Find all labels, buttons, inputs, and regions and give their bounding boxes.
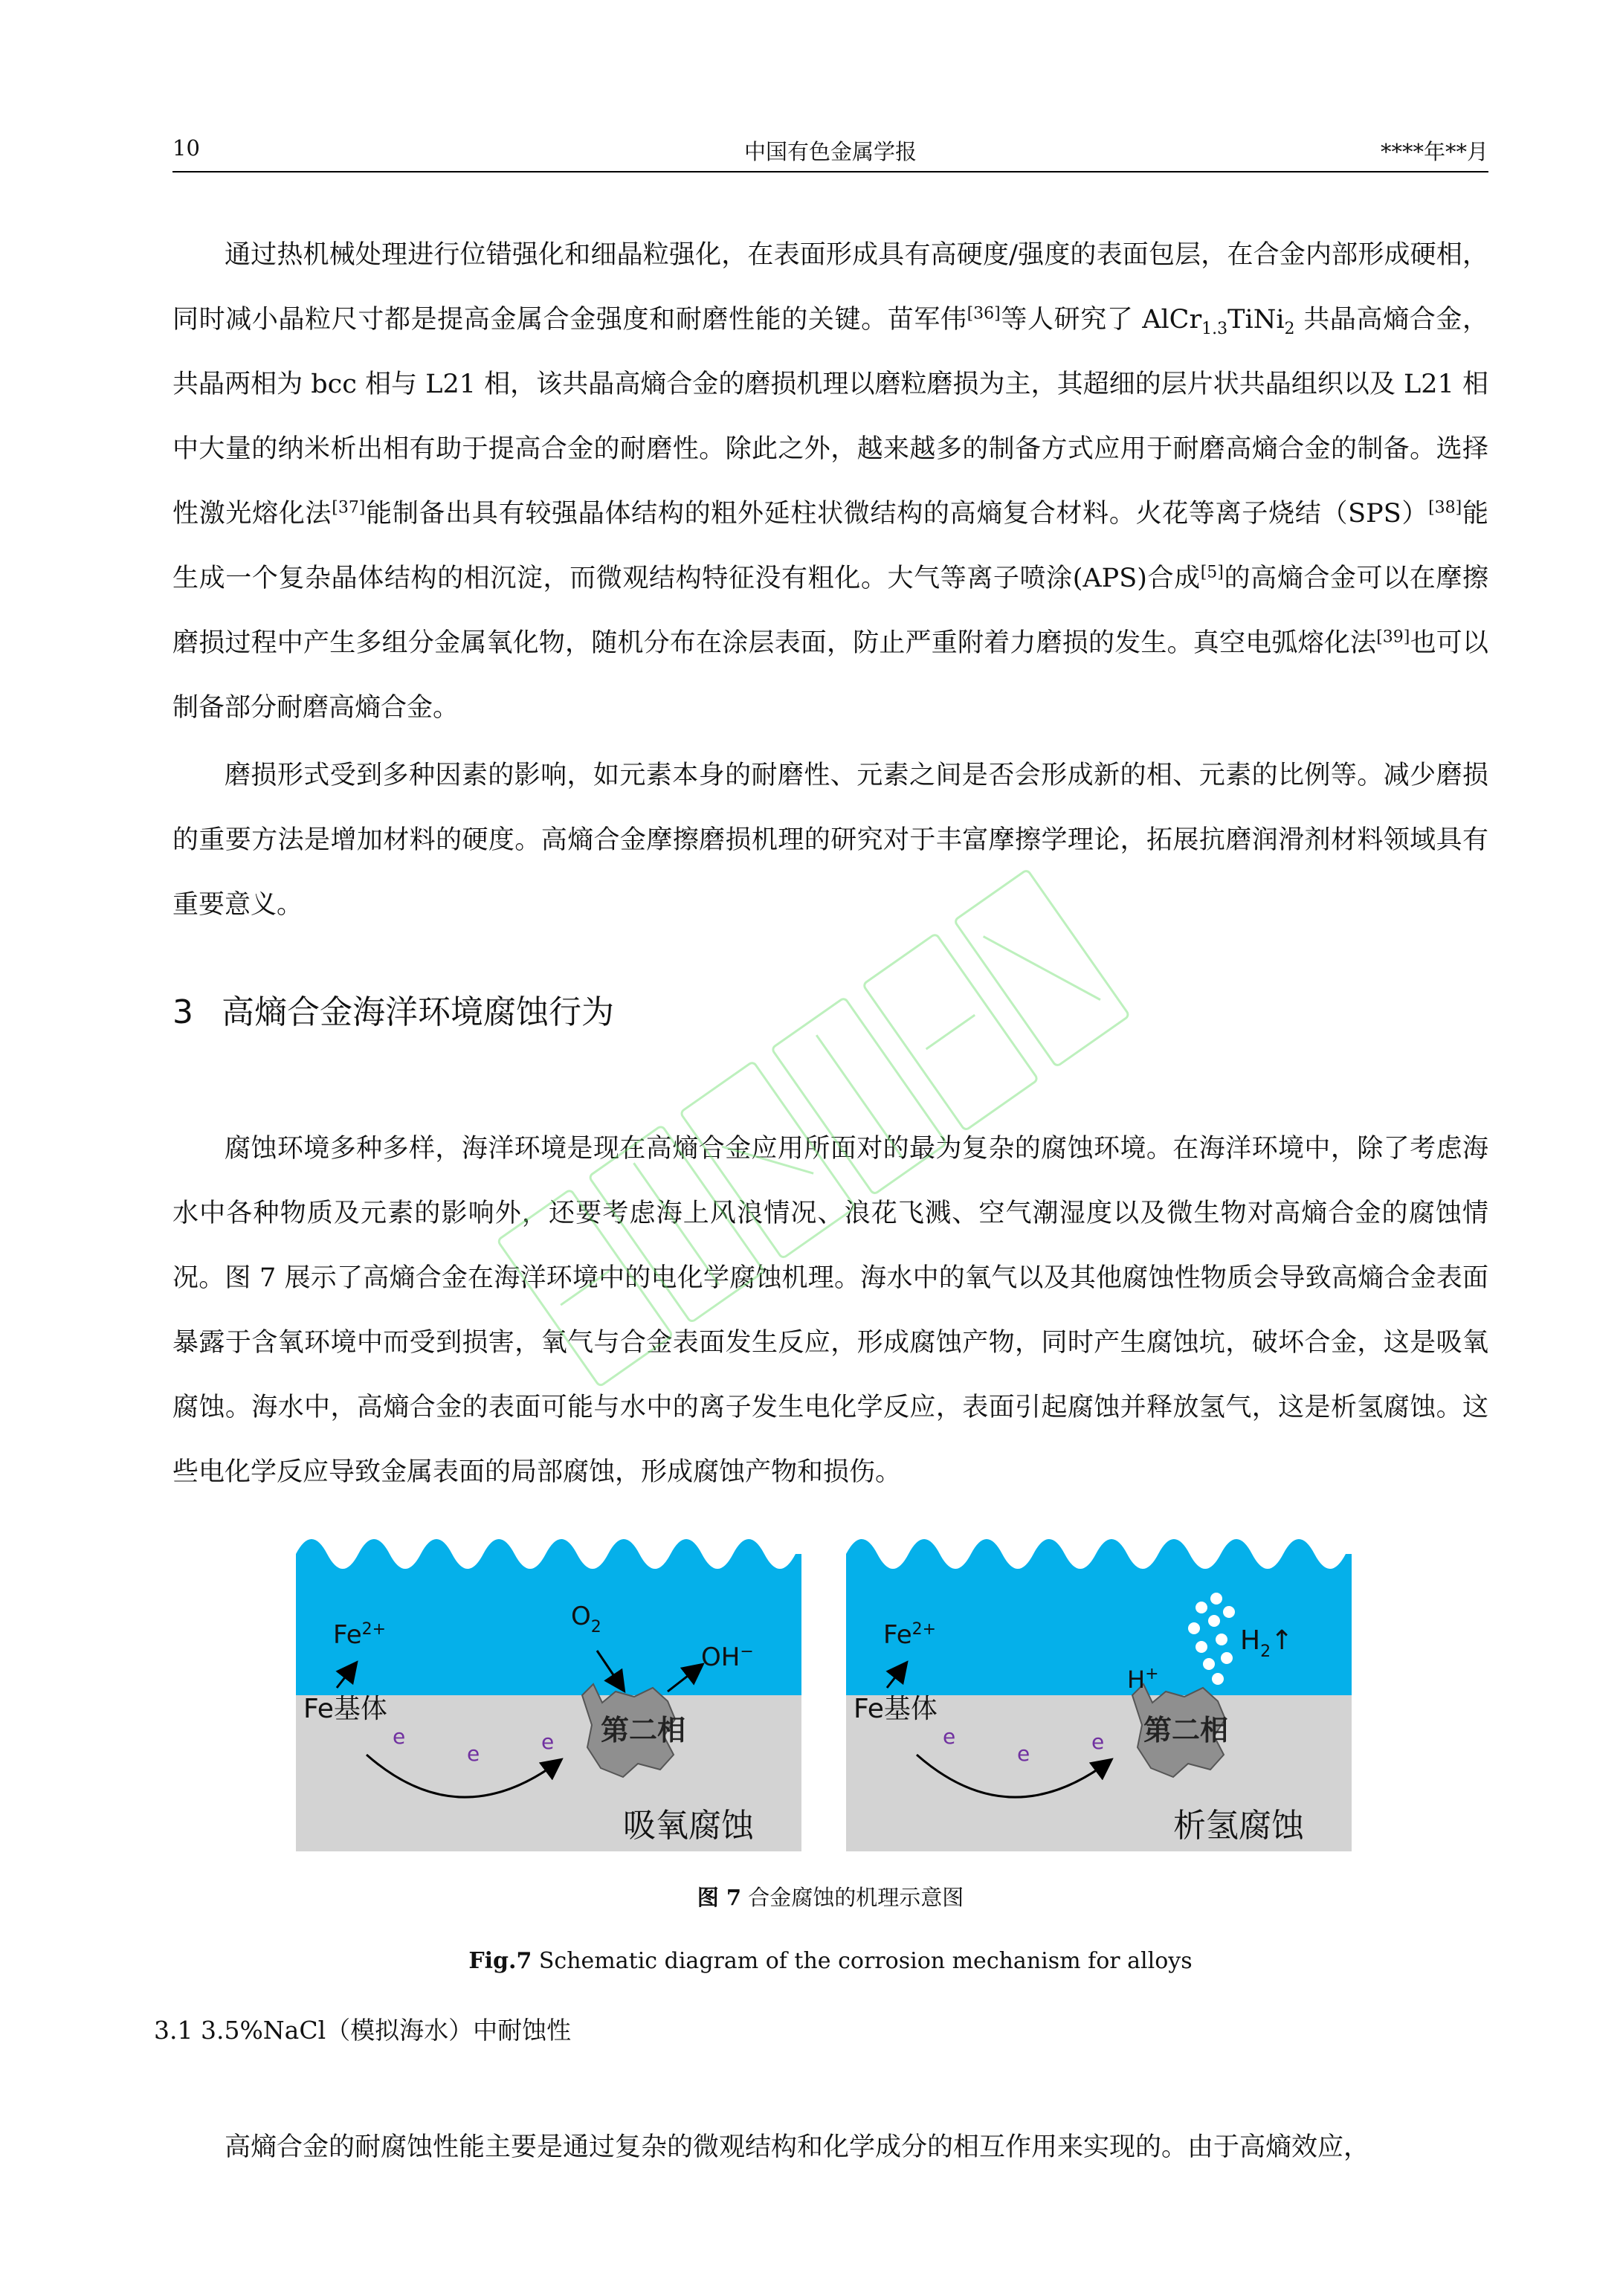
electron: e xyxy=(1091,1729,1105,1754)
paragraph-wear-factors: 磨损形式受到多种因素的影响，如元素本身的耐磨性、元素之间是否会形成新的相、元素的比例等。减少磨损的重要方法是增加材料的硬度。高熵合金摩擦磨损机理的研究对于丰富摩擦学理论，拓展抗磨润滑剂材料领域具有重要意义。 xyxy=(172,761,1488,920)
electron: e xyxy=(1017,1741,1030,1766)
h-ion-label: H+ xyxy=(1127,1665,1159,1694)
section-title: 高熵合金海洋环境腐蚀行为 xyxy=(222,993,614,1031)
fe-ion-label: $Fe^{2+}$ xyxy=(333,1620,387,1650)
journal-title: 中国有色金属学报 xyxy=(743,139,917,164)
paragraph-marine-corrosion: 腐蚀环境多种多样，海洋环境是现在高熵合金应用所面对的最为复杂的腐蚀环境。在海洋环境中，除了考虑海水中各种物质及元素的影响外，还要考虑海上风浪情况、浪花飞溅、空气潮湿度以及微生物对高熵合金的腐蚀情况。图 7 展示了高熵合金在海洋环境中的电化学腐蚀机理。海水中的氧气以及其他腐蚀性物质会导致高熵合金表面暴露于含氧环境中而受到损害，氧气与合金表面发生反应，形成腐蚀产物，同时产生腐蚀坑，破坏合金，这是吸氧腐蚀。海水中，高熵合金的表面可能与水中的离子发生电化学反应，表面引起腐蚀并释放氢气，这是析氢腐蚀。这些电化学反应导致金属表面的局部腐蚀，形成腐蚀产物和损伤。 xyxy=(172,1134,1488,1487)
citation[interactable]: [38] xyxy=(1428,498,1462,517)
fe-matrix-label: Fe基体 xyxy=(854,1694,938,1724)
oh-label: OH− xyxy=(701,1642,754,1672)
citation[interactable]: [37] xyxy=(332,498,366,517)
fe-ion-label: $Fe^{2+}$ xyxy=(883,1620,937,1650)
electron: e xyxy=(467,1741,480,1766)
paragraph-corrosion-resistance: 高熵合金的耐腐蚀性能主要是通过复杂的微观结构和化学成分的相互作用来实现的。由于高熵效应， xyxy=(225,2132,1370,2162)
seawater-region xyxy=(846,1539,1352,1695)
electron: e xyxy=(541,1729,555,1754)
figure-corrosion-mechanism xyxy=(296,1524,1352,1851)
phase-label: 第二相 xyxy=(1143,1714,1229,1747)
citation[interactable]: [36] xyxy=(967,304,1001,323)
oxygen-absorption-label: 吸氧腐蚀 xyxy=(623,1807,754,1845)
panel-oxygen-absorption xyxy=(296,1539,801,1851)
citation[interactable]: [5] xyxy=(1200,563,1224,582)
o2-label: $O_2$ xyxy=(571,1602,601,1636)
phase-label: 第二相 xyxy=(601,1714,686,1747)
electron: e xyxy=(943,1724,956,1749)
page-number: 10 xyxy=(172,135,200,161)
hydrogen-evolution-label: 析氢腐蚀 xyxy=(1173,1807,1304,1845)
figure-caption-zh: 图 7 合金腐蚀的机理示意图 xyxy=(697,1885,964,1910)
citation[interactable]: [39] xyxy=(1376,628,1410,647)
page-header xyxy=(172,132,1488,172)
section-heading xyxy=(172,985,614,1033)
subsection-number: 3.1 xyxy=(154,2016,193,2045)
panel-hydrogen-evolution xyxy=(846,1539,1352,1851)
paragraph-wear-methods: 通过热机械处理进行位错强化和细晶粒强化，在表面形成具有高硬度/强度的表面包层，在合金内部形成硬相，同时减小晶粒尺寸都是提高金属合金强度和耐磨性能的关键。苗军伟[36]等人研究了 AlCr$_{1.3}$TiNi$_2$ 共晶高熵合金，共晶两相为 bcc 相与 L21 相，该共晶高熵合金的磨损机理以磨粒磨损为主，其超细的层片状共晶组织以及 L21 相中大量的纳米析出相有助于提高合金的耐磨性。除此之外，越来越多的制备方式应用于耐磨高熵合金的制备。选择性激光熔化法[37]能制备出具有较强晶体结构的粗外延柱状微结构的高熵复合材料。火花等离子烧结（SPS）[38]能生成一个复杂晶体结构的相沉淀，而微观结构特征没有粗化。大气等离子喷涂(APS)合成[5]的高熵合金可以在摩擦磨损过程中产生多组分金属氧化物，随机分布在涂层表面，防止严重附着力磨损的发生。真空电弧熔化法[39]也可以制备部分耐磨高熵合金。 xyxy=(172,240,1488,723)
subsection-title: 3.5%NaCl（模拟海水）中耐蚀性 xyxy=(193,2016,572,2045)
electron: e xyxy=(393,1724,406,1749)
fe-matrix-label: Fe基体 xyxy=(303,1694,387,1724)
section-number: 3 xyxy=(172,993,193,1031)
h2-label: $H_2↑$ xyxy=(1240,1625,1294,1661)
figure-caption-en: Fig.7 Schematic diagram of the corrosion mechanism for alloys xyxy=(468,1948,1193,1974)
subsection-heading xyxy=(154,2011,571,2046)
issue-date: ****年**月 xyxy=(1380,139,1488,164)
